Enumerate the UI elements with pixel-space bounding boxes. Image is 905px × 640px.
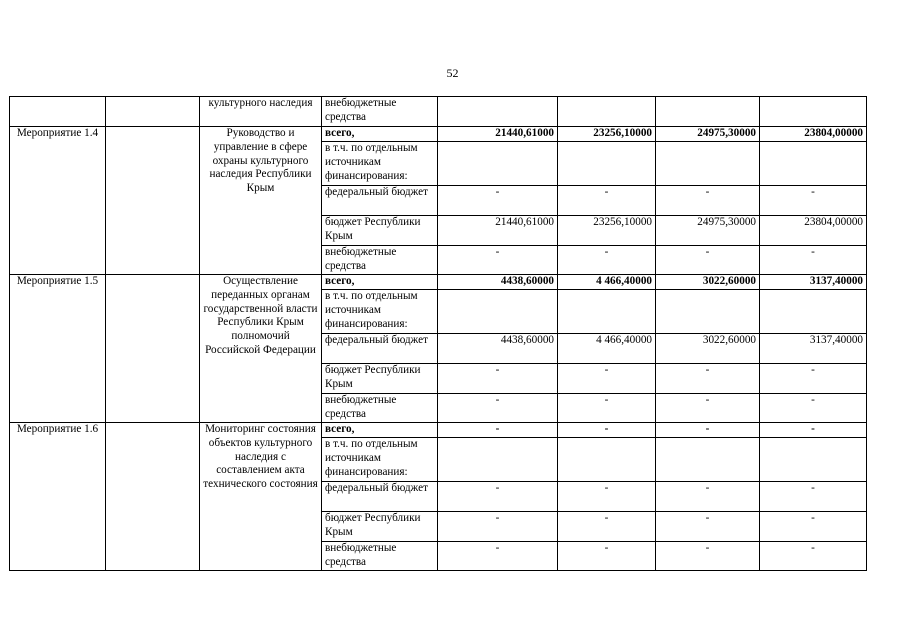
table-row — [10, 423, 867, 438]
budget-table — [9, 96, 867, 571]
measure-id: Мероприятие 1.5 — [10, 275, 106, 423]
funding-value: - — [438, 246, 558, 275]
funding-value — [760, 97, 867, 127]
funding-value: - — [760, 482, 867, 512]
funding-value: - — [656, 542, 760, 571]
funding-value: - — [656, 246, 760, 275]
funding-value — [656, 142, 760, 186]
funding-value — [438, 97, 558, 127]
funding-value: 4438,60000 — [438, 275, 558, 290]
funding-value: 21440,61000 — [438, 216, 558, 246]
funding-value: - — [558, 246, 656, 275]
funding-value: 24975,30000 — [656, 127, 760, 142]
funding-source: в т.ч. по отдельным источникам финансирования: — [322, 290, 438, 334]
funding-value: - — [558, 394, 656, 423]
funding-value: 24975,30000 — [656, 216, 760, 246]
funding-value: - — [760, 542, 867, 571]
funding-value: - — [760, 512, 867, 542]
funding-value: - — [438, 394, 558, 423]
executor-cell — [106, 275, 200, 423]
funding-value — [558, 97, 656, 127]
funding-value: - — [760, 394, 867, 423]
funding-value: 4438,60000 — [438, 334, 558, 364]
funding-value: 23804,00000 — [760, 127, 867, 142]
funding-value: 3137,40000 — [760, 334, 867, 364]
measure-name: культурного наследия — [200, 97, 322, 127]
funding-source: бюджет Республики Крым — [322, 512, 438, 542]
funding-value: - — [656, 394, 760, 423]
funding-value: 3022,60000 — [656, 334, 760, 364]
funding-value — [760, 290, 867, 334]
funding-value: - — [438, 542, 558, 571]
funding-value — [438, 290, 558, 334]
executor-cell — [106, 423, 200, 571]
funding-value — [656, 438, 760, 482]
measure-id — [10, 97, 106, 127]
funding-value: 4 466,40000 — [558, 334, 656, 364]
table-row — [10, 97, 867, 127]
funding-value: 3137,40000 — [760, 275, 867, 290]
funding-source: бюджет Республики Крым — [322, 364, 438, 394]
funding-value: 21440,61000 — [438, 127, 558, 142]
funding-source: федеральный бюджет — [322, 482, 438, 512]
funding-value: - — [760, 186, 867, 216]
funding-source: федеральный бюджет — [322, 334, 438, 364]
funding-value — [760, 142, 867, 186]
funding-value: 23256,10000 — [558, 216, 656, 246]
funding-source: в т.ч. по отдельным источникам финансирования: — [322, 438, 438, 482]
funding-value: 3022,60000 — [656, 275, 760, 290]
funding-value: 4 466,40000 — [558, 275, 656, 290]
table-row — [10, 127, 867, 142]
funding-source: всего, — [322, 275, 438, 290]
page-number: 52 — [446, 66, 459, 80]
funding-value — [656, 290, 760, 334]
funding-value: - — [760, 423, 867, 438]
funding-value: - — [438, 512, 558, 542]
funding-value: - — [656, 512, 760, 542]
funding-value — [656, 97, 760, 127]
funding-value: - — [656, 482, 760, 512]
funding-value: 23256,10000 — [558, 127, 656, 142]
funding-value: - — [656, 423, 760, 438]
funding-value: - — [438, 482, 558, 512]
funding-value — [558, 438, 656, 482]
funding-source: внебюджетные средства — [322, 246, 438, 275]
funding-value: - — [656, 186, 760, 216]
measure-name: Мониторинг состояния объектов культурного наследия с составлением акта технического состояния — [200, 423, 322, 571]
funding-value: - — [438, 186, 558, 216]
measure-name: Руководство и управление в сфере охраны культурного наследия Республики Крым — [200, 127, 322, 275]
funding-value — [558, 290, 656, 334]
funding-value: - — [656, 364, 760, 394]
funding-value — [760, 438, 867, 482]
funding-value: - — [558, 542, 656, 571]
funding-value: 23804,00000 — [760, 216, 867, 246]
funding-value: - — [760, 364, 867, 394]
funding-value: - — [558, 186, 656, 216]
executor-cell — [106, 97, 200, 127]
funding-value: - — [558, 364, 656, 394]
funding-value — [438, 142, 558, 186]
measure-id: Мероприятие 1.6 — [10, 423, 106, 571]
table-row — [10, 275, 867, 290]
funding-source: внебюджетные средства — [322, 97, 438, 127]
funding-source: внебюджетные средства — [322, 542, 438, 571]
funding-value — [558, 142, 656, 186]
funding-source: бюджет Республики Крым — [322, 216, 438, 246]
funding-source: федеральный бюджет — [322, 186, 438, 216]
funding-source: всего, — [322, 423, 438, 438]
funding-source: всего, — [322, 127, 438, 142]
funding-value: - — [558, 512, 656, 542]
funding-source: в т.ч. по отдельным источникам финансирования: — [322, 142, 438, 186]
funding-value: - — [760, 246, 867, 275]
funding-value: - — [558, 482, 656, 512]
funding-source: внебюджетные средства — [322, 394, 438, 423]
funding-value: - — [438, 364, 558, 394]
funding-value: - — [438, 423, 558, 438]
funding-value — [438, 438, 558, 482]
funding-value: - — [558, 423, 656, 438]
measure-name: Осуществление переданных органам государственной власти Республики Крым полномочий Российской Федерации — [200, 275, 322, 423]
measure-id: Мероприятие 1.4 — [10, 127, 106, 275]
executor-cell — [106, 127, 200, 275]
